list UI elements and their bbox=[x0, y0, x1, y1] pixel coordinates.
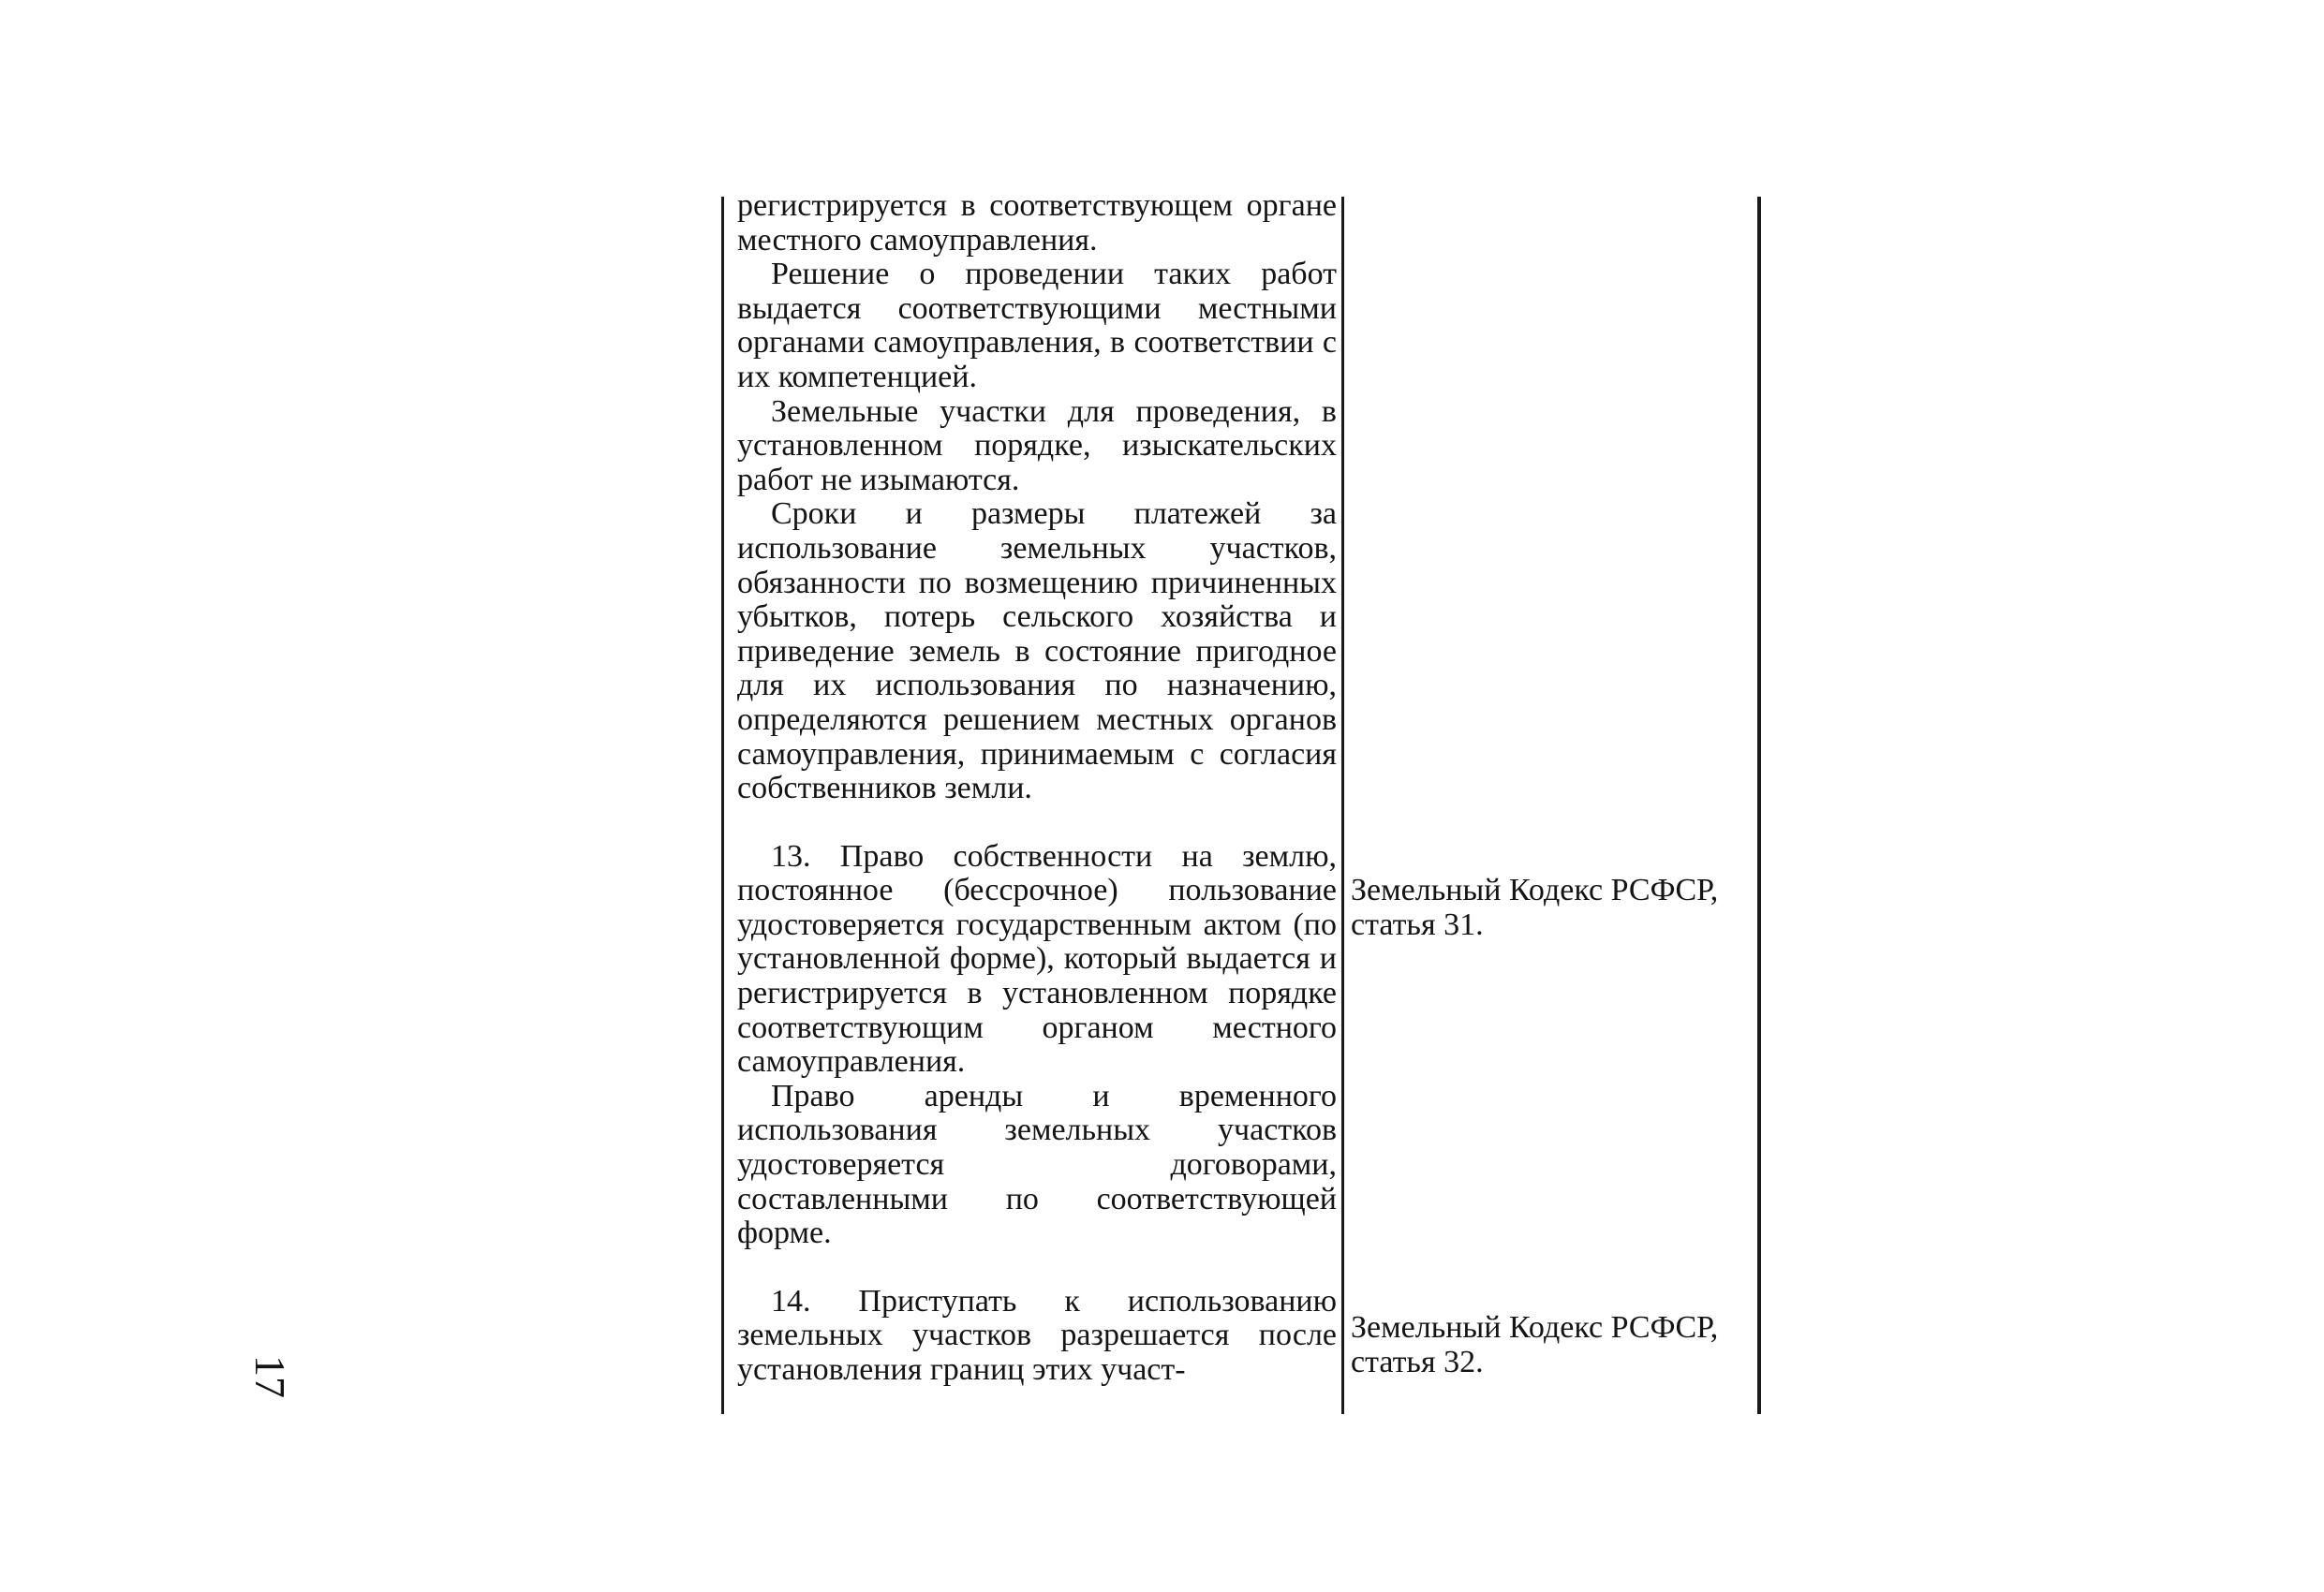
reference-item-14 bbox=[1351, 1311, 1754, 1379]
spacer bbox=[737, 806, 1337, 840]
paragraph-lease-rights: Право аренды и временного использования земельных участков удостоверяется договорами, составленными по соответствующей форме. bbox=[737, 1078, 1337, 1251]
page-number: 17 bbox=[246, 1355, 294, 1398]
paragraph-item-13: 13. Право собственности на землю, постоянное (бессрочное) пользование удостоверяется государственным актом (по установленной форме), который выдается и регистрируется в установленном порядке соответствующим органом местного самоуправления. bbox=[737, 838, 1337, 1080]
reference-text: Земельный Кодекс РСФСР, статья 32. bbox=[1351, 1310, 1719, 1379]
table-right-border bbox=[1757, 197, 1761, 1414]
paragraph-registration: регистрируется в соответствующем органе местного самоуправления. bbox=[737, 188, 1337, 258]
reference-item-13 bbox=[1351, 874, 1754, 942]
paragraph-land-plots: Земельные участки для проведения, в установленном порядке, изыскательских работ не изымаются. bbox=[737, 393, 1337, 497]
spacer bbox=[737, 1251, 1337, 1285]
paragraph-decision: Решение о проведении таких работ выдается соответствующими местными органами самоуправления, в соответствии с их компетенцией. bbox=[737, 257, 1337, 394]
paragraph-payments: Сроки и размеры платежей за использование земельных участков, обязанности по возмещению причиненных убытков, потерь сельского хозяйства и приведение земель в состояние пригодное для их использования по назначению, определяются решением местных органов самоуправления, принимаемым с согласия собственников земли. bbox=[737, 496, 1337, 806]
table-left-border bbox=[721, 197, 724, 1414]
column-divider bbox=[1341, 197, 1344, 1414]
paragraph-item-14: 14. Приступать к использованию земельных участков разрешается после установления границ этих участ- bbox=[737, 1283, 1337, 1387]
reference-text: Земельный Кодекс РСФСР, статья 31. bbox=[1351, 873, 1719, 942]
main-text-column bbox=[737, 189, 1337, 1388]
